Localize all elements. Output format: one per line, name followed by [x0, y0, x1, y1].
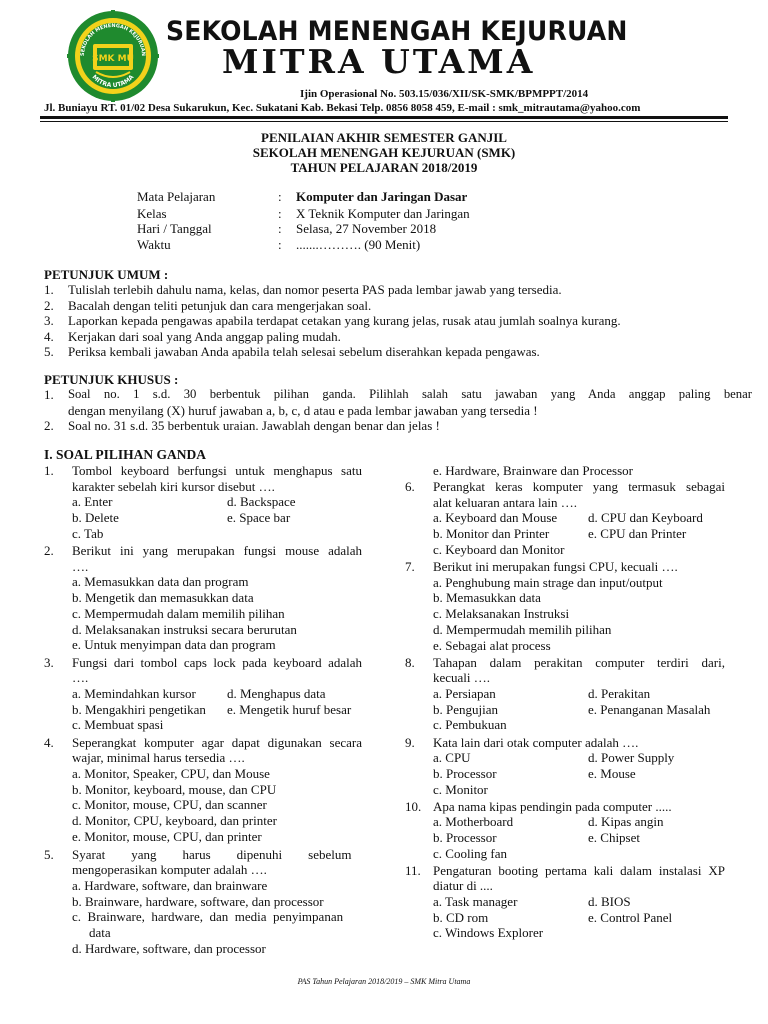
answer-option[interactable]: b. CD rom — [433, 909, 489, 925]
questions-left-column: 1. Tombol keyboard berfungsi untuk menghapus satu karakter sebelah kiri kursor disebut …. a. Enter d. Backspace b. Delete e. Space bar c. Tab 2. Berikut ini yang merupakan fungsi mouse adalah …. a. Memasukkan data dan program b. Mengetik dan memasukkan data c. Mempermudah dalam memilih pilihan d. Melaksanakan instruksi secara berurutan e. Untuk menyimpan data dan program 3. Fungsi dari tombol caps lock pada keyboard adalah …. a. Memindahkan kursor d. Menghapus data b. Mengakhiri pengetikan e. Mengetik huruf besar c. Membuat spasi 4. Seperangkat komputer agar dapat digunakan secara wajar, minimal harus tersedia …. a. Monitor, Speaker, CPU, dan Mouse b. Monitor, keyboard, mouse, dan CPU c. Monitor, mouse, CPU, dan scanner d. Monitor, CPU, keyboard, dan printer e. Monitor, mouse, CPU, dan printer 5. Syarat yang harus dipenuhi sebelum mengoperasikan komputer adalah …. a. Hardware, software, dan brainware b. Brainware, hardware, software, dan processor c. Brainware, hardware, dan media penyimpanan data d. Hardware, software, dan processor — [44, 463, 362, 956]
answer-option[interactable]: e. Control Panel — [588, 909, 673, 925]
specific-instructions-list — [44, 387, 752, 434]
info-value-subject: Komputer dan Jaringan Dasar — [296, 189, 468, 204]
questions-right-column: e. Hardware, Brainware dan Processor 6. Perangkat keras komputer yang termasuk sebagai alat keluaran antara lain …. a. Keyboard dan Mouse d. CPU dan Keyboard b. Monitor dan Printer e. CPU dan Printer c. Keyboard dan Monitor 7. Berikut ini merupakan fungsi CPU, kecuali …. a. Penghubung main strage dan input/output b. Memasukkan data c. Melaksanakan Instruksi d. Mempermudah memilih pilihan e. Sebagai alat process 8. Tahapan dalam perakitan computer terdiri dari, kecuali …. a. Persiapan d. Perakitan b. Pengujian e. Penanganan Masalah c. Pembukuan 9. Kata lain dari otak computer adalah …. a. CPU d. Power Supply b. Processor e. Mouse c. Monitor 10. Apa nama kipas pendingin pada computer ..... a. Motherboard d. Kipas angin b. Processor e. Chipset c. Cooling fan 11. Pengaturan booting pertama kali dalam instalasi XP diatur di .... a. Task manager d. BIOS b. CD rom e. Control Panel c. Windows Explorer — [405, 463, 725, 941]
answer-option[interactable]: c. Brainware, hardware, dan media penyimpanan — [72, 909, 344, 925]
answer-option[interactable]: d. CPU dan Keyboard — [588, 510, 703, 526]
logo-center-text: SMK MU — [92, 54, 134, 64]
answer-option-continued: data — [89, 925, 111, 940]
list-item: 2. Soal no. 31 s.d. 35 berbentuk uraian. Jawablah dengan benar dan jelas ! — [44, 418, 440, 433]
answer-option[interactable]: a. Penghubung main strage dan input/output — [433, 574, 663, 590]
logo-bottom-text: MITRA UTAMA — [90, 73, 136, 90]
answer-option[interactable]: a. Task manager — [433, 893, 518, 909]
section-title: I. SOAL PILIHAN GANDA — [44, 447, 207, 462]
answer-option[interactable]: b. Monitor, keyboard, mouse, dan CPU — [72, 781, 277, 797]
answer-option[interactable]: b. Memasukkan data — [433, 590, 541, 606]
answer-option[interactable]: d. Kipas angin — [588, 814, 664, 830]
answer-option[interactable]: d. Menghapus data — [227, 685, 326, 701]
answer-option[interactable]: b. Brainware, hardware, software, dan processor — [72, 893, 324, 909]
info-label-class: Kelas — [137, 206, 167, 221]
school-address: Jl. Buniayu RT. 01/02 Desa Sukarukun, Kec. Sukatani Kab. Bekasi Telp. 0856 8058 459, E-mail : smk_mitrautama@yahoo.com — [44, 102, 641, 114]
info-colon: : — [278, 221, 282, 236]
answer-option[interactable]: c. Tab — [72, 525, 104, 541]
school-type: SEKOLAH MENENGAH KEJURUAN — [166, 16, 628, 47]
specific-instructions-heading: PETUNJUK KHUSUS : — [44, 372, 179, 387]
answer-option[interactable]: a. Enter — [72, 494, 113, 510]
answer-option[interactable]: d. Power Supply — [588, 750, 675, 766]
answer-option[interactable]: e. Chipset — [588, 829, 640, 845]
answer-option[interactable]: e. Untuk menyimpan data dan program — [72, 637, 276, 653]
answer-option[interactable]: c. Melaksanakan Instruksi — [433, 606, 570, 622]
answer-option[interactable]: a. Hardware, software, dan brainware — [72, 877, 268, 893]
answer-option[interactable]: d. Mempermudah memilih pilihan — [433, 621, 612, 637]
answer-option[interactable]: b. Monitor dan Printer — [433, 526, 550, 542]
exam-title: PENILAIAN AKHIR SEMESTER GANJIL — [261, 130, 507, 145]
answer-option[interactable]: a. Memasukkan data dan program — [72, 574, 249, 590]
answer-option[interactable]: e. Penanganan Masalah — [588, 701, 711, 717]
answer-option[interactable]: d. Hardware, software, dan processor — [72, 940, 266, 956]
answer-option[interactable]: a. Motherboard — [433, 814, 514, 830]
answer-option[interactable]: c. Monitor — [433, 781, 488, 797]
answer-option[interactable]: d. Melaksanakan instruksi secara berurutan — [72, 621, 297, 637]
answer-option[interactable]: c. Mempermudah dalam memilih pilihan — [72, 605, 285, 621]
exam-level: SEKOLAH MENENGAH KEJURUAN (SMK) — [252, 145, 516, 160]
answer-option[interactable]: d. Monitor, CPU, keyboard, dan printer — [72, 813, 277, 828]
answer-option[interactable]: a. Monitor, Speaker, CPU, dan Mouse — [72, 765, 270, 781]
answer-option[interactable]: a. Memindahkan kursor — [72, 685, 196, 701]
answer-option[interactable]: b. Mengakhiri pengetikan — [72, 701, 206, 717]
answer-option[interactable]: e. Hardware, Brainware dan Processor — [433, 463, 633, 478]
answer-option[interactable]: c. Membuat spasi — [72, 717, 164, 733]
exam-year: TAHUN PELAJARAN 2018/2019 — [290, 160, 478, 175]
school-name: MITRA UTAMA — [222, 42, 536, 81]
answer-option[interactable]: b. Pengujian — [433, 701, 498, 717]
info-label-time: Waktu — [137, 237, 171, 252]
logo-top-text: SEKOLAH MENENGAH KEJURUAN — [79, 22, 147, 57]
answer-option[interactable]: a. Keyboard dan Mouse — [433, 510, 558, 526]
info-value-class: X Teknik Komputer dan Jaringan — [296, 206, 470, 221]
answer-option[interactable]: e. Sebagai alat process — [433, 637, 551, 653]
answer-option[interactable]: c. Pembukuan — [433, 717, 507, 733]
answer-option[interactable]: c. Cooling fan — [433, 845, 508, 861]
answer-option[interactable]: b. Processor — [433, 765, 497, 781]
school-logo — [66, 10, 160, 102]
answer-option[interactable]: b. Delete — [72, 510, 119, 526]
info-label-date: Hari / Tanggal — [137, 221, 212, 236]
answer-option[interactable]: e. Mengetik huruf besar — [227, 701, 352, 717]
answer-option[interactable]: e. Space bar — [227, 510, 291, 526]
answer-option[interactable]: c. Windows Explorer — [433, 925, 544, 941]
info-value-date: Selasa, 27 November 2018 — [296, 221, 437, 236]
answer-option[interactable]: a. Persiapan — [433, 685, 496, 701]
info-colon: : — [278, 189, 282, 204]
answer-option[interactable]: b. Mengetik dan memasukkan data — [72, 590, 254, 606]
permit-number: Ijin Operasional No. 503.15/036/XII/SK-SMK/BPMPPT/2014 — [300, 88, 589, 100]
list-item: 1. Soal no. 1 s.d. 30 berbentuk pilihan ganda. Pilihlah salah satu jawaban yang Anda anggap paling benar dengan menyilang (X) huruf jawaban a, b, c, d atau e pada lembar jawaban yang tersedia ! — [44, 387, 752, 418]
info-label-subject: Mata Pelajaran — [137, 189, 216, 204]
answer-option[interactable]: e. Monitor, mouse, CPU, dan printer — [72, 828, 262, 844]
answer-option[interactable]: e. CPU dan Printer — [588, 526, 687, 542]
answer-option[interactable]: d. BIOS — [588, 893, 631, 909]
answer-option[interactable]: b. Processor — [433, 829, 497, 845]
page-footer: PAS Tahun Pelajaran 2018/2019 – SMK Mitra Utama — [297, 977, 471, 986]
answer-option[interactable]: c. Monitor, mouse, CPU, dan scanner — [72, 797, 267, 813]
general-instructions-heading: PETUNJUK UMUM : — [44, 267, 169, 282]
header-divider-thin — [40, 121, 728, 122]
answer-option[interactable]: c. Keyboard dan Monitor — [433, 541, 565, 557]
info-value-time: .......………. (90 Menit) — [296, 237, 421, 252]
header-divider-thick — [40, 116, 728, 119]
info-colon: : — [278, 237, 282, 252]
answer-option[interactable]: e. Mouse — [588, 765, 636, 781]
answer-option[interactable]: a. CPU — [433, 750, 471, 766]
answer-option[interactable]: d. Perakitan — [588, 685, 651, 701]
answer-option[interactable]: d. Backspace — [227, 494, 296, 510]
info-colon: : — [278, 206, 282, 221]
